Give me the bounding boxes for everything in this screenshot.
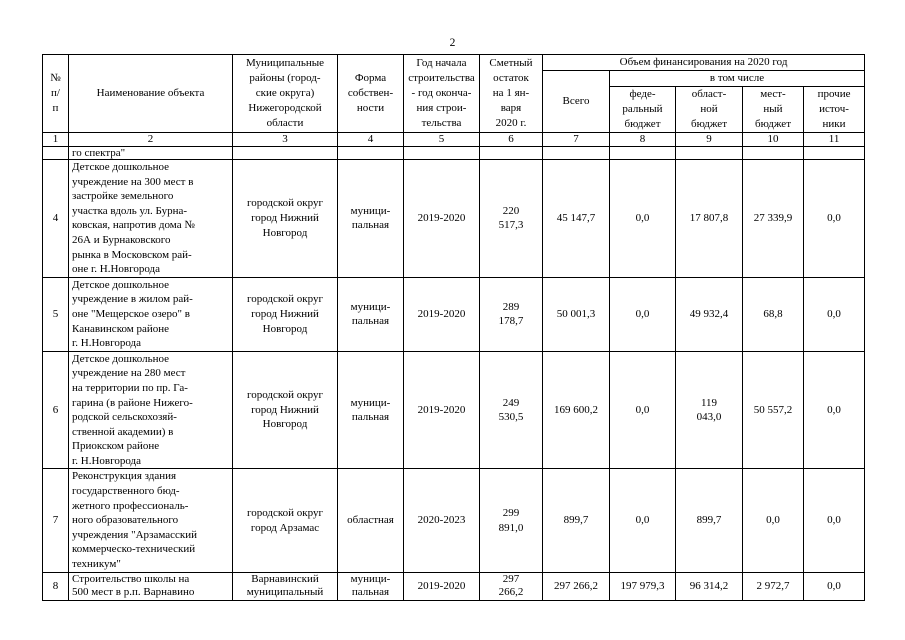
cell-regional: 119 043,0	[676, 351, 743, 469]
header-other: прочие источ- ники	[804, 87, 865, 133]
cell-object-name: Детское дошкольное учреждение на 300 мест в застройке земельного участка вдоль ул. Бурна- ковская, напротив дома № 26А и Бурнаковского рынка в Московском рай- оне г. Н.Новгорода	[69, 160, 233, 278]
cell-local: 27 339,9	[743, 160, 804, 278]
table-row	[43, 160, 865, 278]
cell-regional: 899,7	[676, 469, 743, 572]
column-number: 2	[69, 133, 233, 147]
table-row	[43, 572, 865, 600]
cell-empty	[233, 147, 338, 160]
cell-num: 7	[43, 469, 69, 572]
cell-district: Варнавинский муниципальный	[233, 572, 338, 600]
cell-local: 2 972,7	[743, 572, 804, 600]
cell-district: городской округ город Нижний Новгород	[233, 277, 338, 351]
cell-remainder: 249 530,5	[480, 351, 543, 469]
cell-empty	[743, 147, 804, 160]
cell-total: 169 600,2	[543, 351, 610, 469]
table-row	[43, 469, 865, 572]
cell-total: 297 266,2	[543, 572, 610, 600]
header-regional: област- ной бюджет	[676, 87, 743, 133]
cell-remainder: 220 517,3	[480, 160, 543, 278]
continuation-text: го спектра"	[69, 147, 233, 160]
cell-federal: 0,0	[610, 277, 676, 351]
table-row	[43, 277, 865, 351]
header-local: мест- ный бюджет	[743, 87, 804, 133]
header-district: Муниципальные районы (город- ские округа) Нижегородской области	[233, 55, 338, 133]
header-federal: феде- ральный бюджет	[610, 87, 676, 133]
cell-remainder: 297 266,2	[480, 572, 543, 600]
cell-federal: 0,0	[610, 351, 676, 469]
cell-num: 8	[43, 572, 69, 600]
cell-empty	[676, 147, 743, 160]
header-ownership: Форма собствен- ности	[338, 55, 404, 133]
cell-district: городской округ город Нижний Новгород	[233, 351, 338, 469]
column-number: 4	[338, 133, 404, 147]
cell-other: 0,0	[804, 572, 865, 600]
cell-years: 2019-2020	[404, 277, 480, 351]
column-number: 3	[233, 133, 338, 147]
cell-num: 5	[43, 277, 69, 351]
cell-remainder: 289 178,7	[480, 277, 543, 351]
cell-years: 2019-2020	[404, 572, 480, 600]
cell-years: 2020-2023	[404, 469, 480, 572]
cell-district: городской округ город Арзамас	[233, 469, 338, 572]
cell-federal: 0,0	[610, 160, 676, 278]
column-number: 1	[43, 133, 69, 147]
cell-district: городской округ город Нижний Новгород	[233, 160, 338, 278]
cell-empty	[804, 147, 865, 160]
cell-years: 2019-2020	[404, 351, 480, 469]
cell-local: 50 557,2	[743, 351, 804, 469]
cell-total: 45 147,7	[543, 160, 610, 278]
cell-empty	[480, 147, 543, 160]
header-funding: Объем финансирования на 2020 год	[543, 55, 865, 71]
cell-regional: 49 932,4	[676, 277, 743, 351]
cell-object-name: Детское дошкольное учреждение на 280 мест на территории по пр. Га- гарина (в районе Нижего- родской сельскохозяй- ственной академии) в Приокском районе г. Н.Новгорода	[69, 351, 233, 469]
cell-other: 0,0	[804, 277, 865, 351]
column-number: 6	[480, 133, 543, 147]
cell-other: 0,0	[804, 351, 865, 469]
cell-num	[43, 147, 69, 160]
cell-federal: 197 979,3	[610, 572, 676, 600]
cell-ownership: муници- пальная	[338, 572, 404, 600]
cell-object-name: Строительство школы на 500 мест в р.п. Варнавино	[69, 572, 233, 600]
cell-ownership: муници- пальная	[338, 160, 404, 278]
header-remainder: Сметный остаток на 1 ян- варя 2020 г.	[480, 55, 543, 133]
cell-num: 6	[43, 351, 69, 469]
header-name: Наименование объекта	[69, 55, 233, 133]
cell-local: 68,8	[743, 277, 804, 351]
cell-regional: 96 314,2	[676, 572, 743, 600]
column-number: 8	[610, 133, 676, 147]
column-number: 11	[804, 133, 865, 147]
cell-empty	[610, 147, 676, 160]
financing-table	[42, 54, 865, 601]
cell-regional: 17 807,8	[676, 160, 743, 278]
cell-ownership: муници- пальная	[338, 277, 404, 351]
cell-empty	[543, 147, 610, 160]
cell-remainder: 299 891,0	[480, 469, 543, 572]
cell-years: 2019-2020	[404, 160, 480, 278]
cell-object-name: Детское дошкольное учреждение в жилом рай- оне "Мещерское озеро" в Канавинском районе г. Н.Новгорода	[69, 277, 233, 351]
cell-empty	[404, 147, 480, 160]
cell-other: 0,0	[804, 160, 865, 278]
column-numbers-row	[43, 133, 865, 147]
header-including: в том числе	[610, 71, 865, 87]
cell-total: 899,7	[543, 469, 610, 572]
column-number: 9	[676, 133, 743, 147]
cell-other: 0,0	[804, 469, 865, 572]
page-number: 2	[449, 37, 456, 49]
cell-local: 0,0	[743, 469, 804, 572]
continuation-row	[43, 147, 865, 160]
header-total: Всего	[543, 71, 610, 133]
cell-object-name: Реконструкция здания государственного бюд- жетного профессиональ- ного образовательного учреждения "Арзамасский коммерческо-технический техникум"	[69, 469, 233, 572]
column-number: 5	[404, 133, 480, 147]
header-years: Год начала строительства - год оконча- ния строи- тельства	[404, 55, 480, 133]
cell-federal: 0,0	[610, 469, 676, 572]
cell-ownership: муници- пальная	[338, 351, 404, 469]
table-row	[43, 351, 865, 469]
header-num: № п/ п	[43, 55, 69, 133]
cell-ownership: областная	[338, 469, 404, 572]
column-number: 10	[743, 133, 804, 147]
cell-empty	[338, 147, 404, 160]
cell-num: 4	[43, 160, 69, 278]
column-number: 7	[543, 133, 610, 147]
cell-total: 50 001,3	[543, 277, 610, 351]
